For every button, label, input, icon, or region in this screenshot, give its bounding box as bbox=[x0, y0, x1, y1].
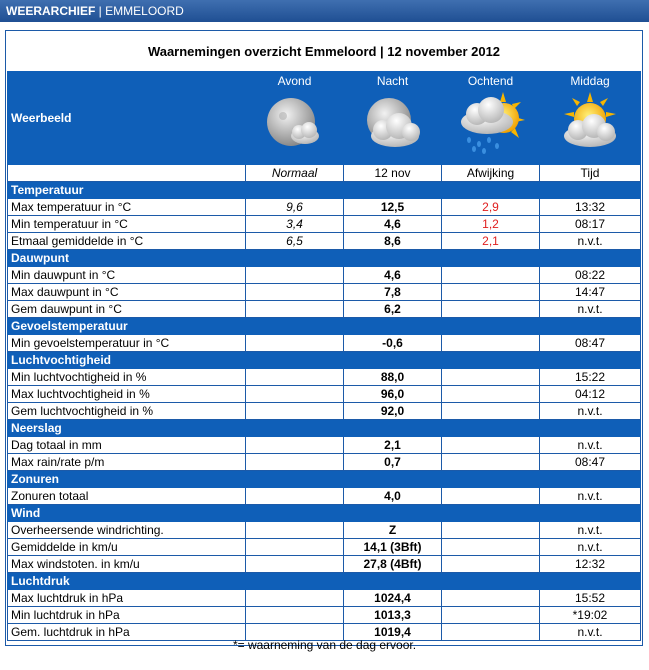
caption-row bbox=[8, 31, 641, 72]
section-header-row bbox=[8, 352, 641, 369]
row-label: Dag totaal in mm bbox=[8, 437, 246, 454]
row-label: Etmaal gemiddelde in °C bbox=[8, 233, 246, 250]
table-row bbox=[8, 267, 641, 284]
value-cell: 1019,4 bbox=[344, 624, 442, 641]
normaal-cell: 9,6 bbox=[246, 199, 344, 216]
normaal-cell bbox=[246, 403, 344, 420]
row-label: Min luchtvochtigheid in % bbox=[8, 369, 246, 386]
normaal-cell bbox=[246, 539, 344, 556]
normaal-cell bbox=[246, 386, 344, 403]
row-label: Min temperatuur in °C bbox=[8, 216, 246, 233]
title-separator: | bbox=[95, 4, 106, 18]
value-cell: 2,1 bbox=[344, 437, 442, 454]
afwijking-cell bbox=[442, 454, 540, 471]
tijd-cell: n.v.t. bbox=[540, 624, 641, 641]
tijd-cell: 15:52 bbox=[540, 590, 641, 607]
value-cell: 4,6 bbox=[344, 267, 442, 284]
table-row bbox=[8, 369, 641, 386]
table-row bbox=[8, 522, 641, 539]
table-row bbox=[8, 301, 641, 318]
tijd-cell: n.v.t. bbox=[540, 488, 641, 505]
row-label: Max temperatuur in °C bbox=[8, 199, 246, 216]
value-cell: 12,5 bbox=[344, 199, 442, 216]
value-cell: 1024,4 bbox=[344, 590, 442, 607]
normaal-cell bbox=[246, 369, 344, 386]
header-normaal: Normaal bbox=[246, 165, 344, 182]
row-label: Max windstoten. in km/u bbox=[8, 556, 246, 573]
table-row bbox=[8, 386, 641, 403]
section-header-row bbox=[8, 505, 641, 522]
normaal-cell bbox=[246, 454, 344, 471]
afwijking-cell bbox=[442, 522, 540, 539]
normaal-cell bbox=[246, 267, 344, 284]
tijd-cell: n.v.t. bbox=[540, 301, 641, 318]
value-cell: 7,8 bbox=[344, 284, 442, 301]
section-header-row bbox=[8, 250, 641, 267]
value-cell: 88,0 bbox=[344, 369, 442, 386]
table-row bbox=[8, 488, 641, 505]
sun-cloud-icon bbox=[556, 92, 624, 154]
section-header-row bbox=[8, 182, 641, 199]
value-cell: 6,2 bbox=[344, 301, 442, 318]
tijd-cell: n.v.t. bbox=[540, 233, 641, 250]
row-label: Max dauwpunt in °C bbox=[8, 284, 246, 301]
tijd-cell: 08:22 bbox=[540, 267, 641, 284]
row-label: Gem. luchtdruk in hPa bbox=[8, 624, 246, 641]
row-label: Max rain/rate p/m bbox=[8, 454, 246, 471]
top-bar bbox=[0, 0, 649, 22]
row-label: Min luchtdruk in hPa bbox=[8, 607, 246, 624]
table-row bbox=[8, 233, 641, 250]
table-row bbox=[8, 284, 641, 301]
weerbeeld-label: Weerbeeld bbox=[8, 72, 246, 165]
header-afwijking: Afwijking bbox=[442, 165, 540, 182]
normaal-cell bbox=[246, 437, 344, 454]
value-cell: 14,1 (3Bft) bbox=[344, 539, 442, 556]
period-name: Ochtend bbox=[467, 74, 514, 88]
afwijking-cell: 2,9 bbox=[442, 199, 540, 216]
normaal-cell bbox=[246, 522, 344, 539]
section-title: Wind bbox=[8, 505, 641, 522]
period-middag bbox=[540, 72, 641, 165]
value-cell: Z bbox=[344, 522, 442, 539]
tijd-cell: 15:22 bbox=[540, 369, 641, 386]
afwijking-cell bbox=[442, 284, 540, 301]
normaal-cell bbox=[246, 556, 344, 573]
afwijking-cell: 2,1 bbox=[442, 233, 540, 250]
section-title: Gevoelstemperatuur bbox=[8, 318, 641, 335]
header-date: 12 nov bbox=[344, 165, 442, 182]
value-cell: 4,0 bbox=[344, 488, 442, 505]
row-label: Max luchtdruk in hPa bbox=[8, 590, 246, 607]
tijd-cell: 04:12 bbox=[540, 386, 641, 403]
table-row bbox=[8, 539, 641, 556]
row-label: Min gevoelstemperatuur in °C bbox=[8, 335, 246, 352]
row-label: Overheersende windrichting. bbox=[8, 522, 246, 539]
observations-panel bbox=[5, 30, 643, 646]
weerbeeld-row bbox=[8, 72, 641, 165]
page-title: Waarnemingen overzicht Emmeloord | 12 november 2012 bbox=[147, 43, 501, 59]
section-header-row bbox=[8, 420, 641, 437]
tijd-cell: 08:17 bbox=[540, 216, 641, 233]
tijd-cell: 08:47 bbox=[540, 454, 641, 471]
section-title: Zonuren bbox=[8, 471, 641, 488]
table-row bbox=[8, 216, 641, 233]
value-cell: 27,8 (4Bft) bbox=[344, 556, 442, 573]
table-row bbox=[8, 556, 641, 573]
section-header-row bbox=[8, 318, 641, 335]
footnote: *= waarneming van de dag ervoor. bbox=[232, 638, 417, 652]
afwijking-cell bbox=[442, 590, 540, 607]
table-row bbox=[8, 590, 641, 607]
tijd-cell: n.v.t. bbox=[540, 403, 641, 420]
tijd-cell: 08:47 bbox=[540, 335, 641, 352]
value-cell: 96,0 bbox=[344, 386, 442, 403]
afwijking-cell bbox=[442, 386, 540, 403]
tijd-cell: n.v.t. bbox=[540, 437, 641, 454]
row-label: Max luchtvochtigheid in % bbox=[8, 386, 246, 403]
moon-cloud-icon bbox=[261, 92, 329, 154]
afwijking-cell bbox=[442, 607, 540, 624]
afwijking-cell bbox=[442, 488, 540, 505]
normaal-cell: 3,4 bbox=[246, 216, 344, 233]
afwijking-cell bbox=[442, 267, 540, 284]
period-ochtend bbox=[442, 72, 540, 165]
value-cell: 0,7 bbox=[344, 454, 442, 471]
normaal-cell bbox=[246, 301, 344, 318]
period-name: Avond bbox=[277, 74, 312, 88]
table-row bbox=[8, 335, 641, 352]
row-label: Gem dauwpunt in °C bbox=[8, 301, 246, 318]
row-label: Gemiddelde in km/u bbox=[8, 539, 246, 556]
section-header-row bbox=[8, 471, 641, 488]
normaal-cell: 6,5 bbox=[246, 233, 344, 250]
table-row bbox=[8, 403, 641, 420]
value-cell: 92,0 bbox=[344, 403, 442, 420]
row-label: Zonuren totaal bbox=[8, 488, 246, 505]
section-title: Temperatuur bbox=[8, 182, 641, 199]
row-label: Min dauwpunt in °C bbox=[8, 267, 246, 284]
table-row bbox=[8, 437, 641, 454]
tijd-cell: 12:32 bbox=[540, 556, 641, 573]
table-row bbox=[8, 454, 641, 471]
moon-cloudy-icon bbox=[359, 92, 427, 154]
value-cell: 8,6 bbox=[344, 233, 442, 250]
section-title: Luchtvochtigheid bbox=[8, 352, 641, 369]
afwijking-cell bbox=[442, 301, 540, 318]
tijd-cell: n.v.t. bbox=[540, 522, 641, 539]
observations-table bbox=[7, 31, 641, 641]
afwijking-cell: 1,2 bbox=[442, 216, 540, 233]
table-row bbox=[8, 199, 641, 216]
tijd-cell: n.v.t. bbox=[540, 539, 641, 556]
value-cell: 1013,3 bbox=[344, 607, 442, 624]
period-name: Middag bbox=[570, 74, 610, 88]
afwijking-cell bbox=[442, 437, 540, 454]
section-title: Luchtdruk bbox=[8, 573, 641, 590]
normaal-cell bbox=[246, 607, 344, 624]
table-row bbox=[8, 607, 641, 624]
header-blank bbox=[8, 165, 246, 182]
section-header-row bbox=[8, 573, 641, 590]
row-label: Gem luchtvochtigheid in % bbox=[8, 403, 246, 420]
brand-title: WEERARCHIEF bbox=[6, 4, 96, 18]
period-name: Nacht bbox=[376, 74, 409, 88]
afwijking-cell bbox=[442, 369, 540, 386]
header-tijd: Tijd bbox=[540, 165, 641, 182]
normaal-cell bbox=[246, 488, 344, 505]
tijd-cell: 14:47 bbox=[540, 284, 641, 301]
afwijking-cell bbox=[442, 403, 540, 420]
sun-rain-cloud-icon bbox=[457, 92, 525, 154]
normaal-cell bbox=[246, 590, 344, 607]
value-cell: 4,6 bbox=[344, 216, 442, 233]
tijd-cell: *19:02 bbox=[540, 607, 641, 624]
normaal-cell bbox=[246, 284, 344, 301]
location-title: EMMELOORD bbox=[105, 4, 184, 18]
period-nacht bbox=[344, 72, 442, 165]
afwijking-cell bbox=[442, 335, 540, 352]
section-title: Dauwpunt bbox=[8, 250, 641, 267]
column-header-row bbox=[8, 165, 641, 182]
afwijking-cell bbox=[442, 556, 540, 573]
tijd-cell: 13:32 bbox=[540, 199, 641, 216]
section-title: Neerslag bbox=[8, 420, 641, 437]
normaal-cell bbox=[246, 335, 344, 352]
value-cell: -0,6 bbox=[344, 335, 442, 352]
afwijking-cell bbox=[442, 539, 540, 556]
period-avond bbox=[246, 72, 344, 165]
